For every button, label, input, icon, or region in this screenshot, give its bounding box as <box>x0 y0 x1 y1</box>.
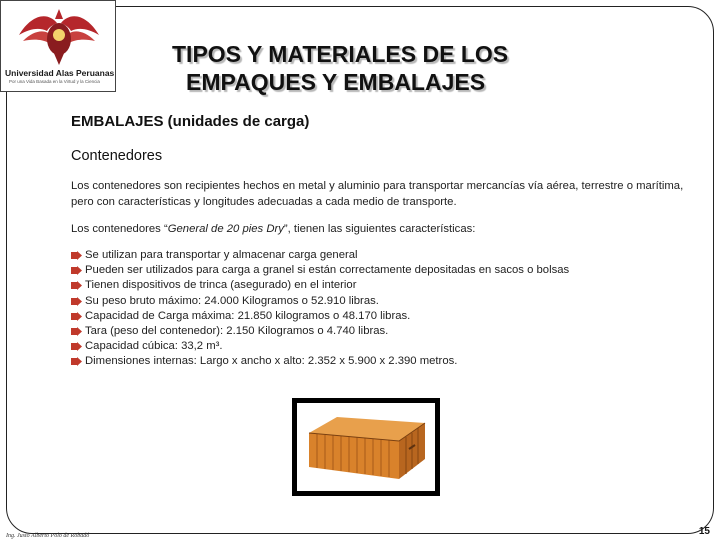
slide-title <box>150 40 590 96</box>
list-item-text: Su peso bruto máximo: 24.000 Kilogramos o 52.910 libras. <box>85 294 379 307</box>
section-heading: EMBALAJES (unidades de carga) <box>71 113 310 130</box>
list-item <box>71 339 691 354</box>
intro-text-end: ”, tienen las siguientes características: <box>283 223 476 235</box>
arrow-bullet-icon <box>71 342 82 351</box>
arrow-bullet-icon <box>71 312 82 321</box>
arrow-bullet-icon <box>71 281 82 290</box>
list-item <box>71 309 691 324</box>
list-item-text: Capacidad cúbica: 33,2 m³. <box>85 340 223 353</box>
university-seal-icon <box>13 5 105 67</box>
characteristics-list <box>71 248 691 370</box>
list-item <box>71 294 691 309</box>
title-line-2: EMPAQUES Y EMBALAJES <box>186 69 486 95</box>
shipping-container-icon <box>297 403 435 491</box>
characteristics-intro <box>71 223 691 235</box>
list-item <box>71 354 691 369</box>
arrow-bullet-icon <box>71 266 82 275</box>
section-subheading: Contenedores <box>71 148 163 164</box>
arrow-bullet-icon <box>71 251 82 260</box>
list-item-text: Se utilizan para transportar y almacenar carga general <box>85 249 358 261</box>
list-item-text: Tienen dispositivos de trinca (asegurado) en el interior <box>85 279 357 292</box>
list-item-text: Capacidad de Carga máxima: 21.850 kilogramos o 48.170 libras. <box>85 309 411 322</box>
list-item <box>71 324 691 339</box>
arrow-bullet-icon <box>71 357 82 366</box>
list-item-text: Dimensiones internas: Largo x ancho x alto: 2.352 x 5.900 x 2.390 metros. <box>85 355 458 368</box>
university-name: Universidad Alas Peruanas <box>5 68 115 78</box>
list-item <box>71 248 691 263</box>
container-image <box>292 398 440 496</box>
footer-author: Ing. Justo Alberto Polo de Robadó <box>6 533 90 539</box>
slide-content <box>71 113 691 370</box>
arrow-bullet-icon <box>71 327 82 336</box>
list-item <box>71 278 691 293</box>
intro-text-start: Los contenedores “ <box>71 223 168 235</box>
container-type-name: General de 20 pies Dry <box>167 223 284 235</box>
list-item <box>71 263 691 278</box>
arrow-bullet-icon <box>71 297 82 306</box>
university-motto: Por una Vida Basada en la Virtud y la Ciencia <box>9 79 100 84</box>
university-logo <box>0 0 116 92</box>
list-item-text: Tara (peso del contenedor): 2.150 Kilogramos o 4.740 libras. <box>85 325 389 338</box>
list-item-text: Pueden ser utilizados para carga a granel si están correctamente depositadas en sacos o bolsas <box>85 264 570 277</box>
page-number: 15 <box>698 526 710 537</box>
title-line-1: TIPOS Y MATERIALES DE LOS <box>172 41 509 67</box>
intro-paragraph: Los contenedores son recipientes hechos en metal y aluminio para transportar mercancías vía aérea, terrestre o marítima, pero con características y longitudes adecuadas a cada medio de transporte. <box>71 180 684 208</box>
